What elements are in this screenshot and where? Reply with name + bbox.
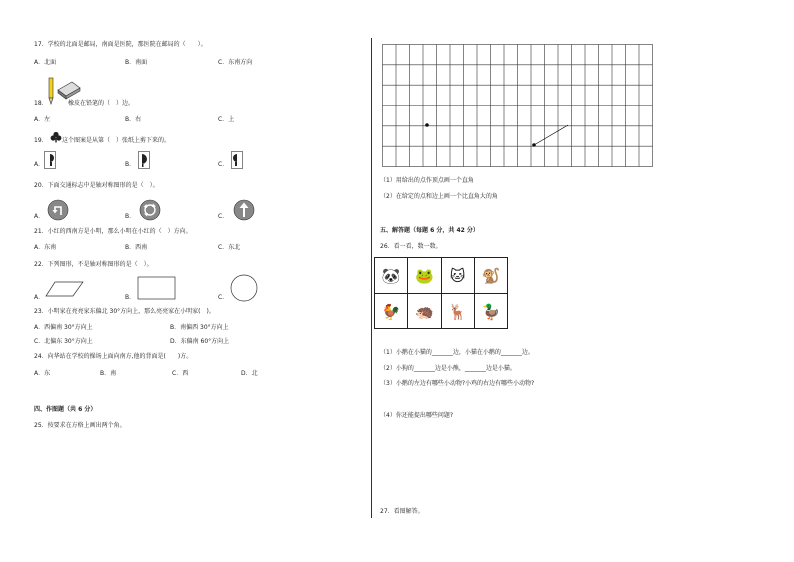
q24-option-d[interactable]: D．北 (241, 370, 258, 377)
given-angle-ray (534, 125, 568, 145)
q18-number: 18． (34, 100, 48, 107)
q18-option-a[interactable]: A．左 (34, 116, 51, 123)
q19-option-b[interactable]: B． (125, 161, 136, 168)
q25-part2: （2）在给定的点和边上画一个比直角大的角 (380, 193, 498, 200)
q18-option-b[interactable]: B．右 (125, 116, 142, 123)
animal-cell: 🦔 (407, 294, 440, 329)
q17-option-b[interactable]: B．南面 (125, 59, 148, 66)
q23-option-d[interactable]: D．东偏南 60°方向上 (170, 338, 230, 345)
q26-part2: （2）小狗的_______边是小熊，_______边是小猫。 (380, 365, 516, 372)
q21-text: 21．小红的西南方是小明，那么小明在小红的（ ）方向。 (34, 228, 192, 235)
folded-paper-a-icon (44, 151, 56, 169)
animal-cell: 🐼 (381, 266, 401, 285)
q25-part1: （1）用给出的点作顶点画一个直角 (380, 177, 474, 184)
q22-option-c[interactable]: C． (218, 294, 229, 301)
q17-option-a[interactable]: A．北面 (34, 59, 57, 66)
u-turn-sign-icon (47, 199, 69, 221)
pencil-icon (49, 78, 53, 104)
q22-option-b[interactable]: B． (125, 294, 136, 301)
q17-text: 17．学校的北面是邮局，南面是医院，那医院在邮局的（ ）。 (34, 41, 207, 48)
animal-cell: 🦌 (441, 294, 474, 329)
q21-option-c[interactable]: C．东北 (218, 244, 241, 251)
q26-part4: （4）你还能提出哪些问题? (380, 412, 454, 419)
q19-option-a[interactable]: A． (34, 161, 45, 168)
club-icon (50, 131, 62, 143)
animal-cell: 🐸 (407, 258, 440, 293)
q23-option-b[interactable]: B．南偏西 30°方向上 (170, 324, 229, 331)
given-vertex-point (425, 123, 429, 127)
q19-text: 这个图案是从第（ ）张纸上剪下来的。 (62, 137, 171, 144)
q23-option-a[interactable]: A．西偏南 30°方向上 (34, 324, 93, 331)
q20-option-b[interactable]: B． (125, 213, 136, 220)
folded-paper-c-icon (231, 151, 243, 169)
q24-option-c[interactable]: C．西 (172, 370, 189, 377)
q24-option-b[interactable]: B．南 (100, 370, 117, 377)
q26-part3: （3）小鹅的左边有哪些小动物?小鸡的右边有哪些小动物? (380, 380, 535, 387)
q18-text: 橡皮在铅笔的（ ）边。 (68, 100, 135, 107)
q25-text: 25．按要求在方格上画出两个角。 (34, 422, 126, 429)
animal-cell: 🐱 (441, 258, 474, 293)
q23-option-c[interactable]: C．北偏东 30°方向上 (34, 338, 93, 345)
q20-option-c[interactable]: C． (218, 213, 229, 220)
parallelogram-shape (45, 280, 85, 298)
q19-option-c[interactable]: C． (218, 161, 229, 168)
section-5-heading: 五、解答题（每题 6 分，共 42 分） (380, 227, 479, 234)
q21-option-b[interactable]: B．西南 (125, 244, 148, 251)
q22-option-a[interactable]: A． (34, 294, 45, 301)
grid-paper[interactable] (382, 44, 654, 169)
q18-option-c[interactable]: C．上 (218, 116, 235, 123)
folded-paper-b-icon (138, 151, 150, 169)
q24-option-a[interactable]: A．东 (34, 370, 51, 377)
rectangle-shape (137, 276, 177, 300)
roundabout-sign-icon (139, 199, 161, 221)
animal-cell: 🐒 (474, 258, 507, 293)
section-4-heading: 四、作图题（共 6 分） (34, 406, 97, 413)
eraser-icon (58, 82, 80, 99)
q27-text: 27．看图解答。 (380, 508, 424, 515)
q26-text: 26．看一看，数一数。 (380, 243, 442, 250)
animal-grid (374, 257, 508, 329)
animal-cell: 🐓 (381, 302, 401, 321)
straight-ahead-sign-icon (233, 199, 255, 221)
animal-cell: 🦆 (474, 294, 507, 329)
q22-text: 22．下列图形，不是轴对称图形的是（ ）。 (34, 261, 153, 268)
column-divider (371, 38, 372, 518)
q19-number: 19． (34, 137, 48, 144)
q20-text: 20．下面交通标志中是轴对称图形的是（ ）。 (34, 182, 159, 189)
q24-text: 24．向华站在学校的操场上面向南方,他的背面是( )方。 (34, 353, 193, 360)
q26-part1: （1）小鹅在小猫的_______边，小猫在小鹅的_______边。 (380, 349, 534, 356)
circle-shape (229, 273, 259, 303)
q20-option-a[interactable]: A． (34, 213, 45, 220)
q17-option-c[interactable]: C．东南方向 (218, 59, 253, 66)
q23-text: 23．小明家在亮亮家东偏北 30°方向上，那么亮亮家在小明家( )。 (34, 308, 215, 315)
q21-option-a[interactable]: A．东南 (34, 244, 57, 251)
